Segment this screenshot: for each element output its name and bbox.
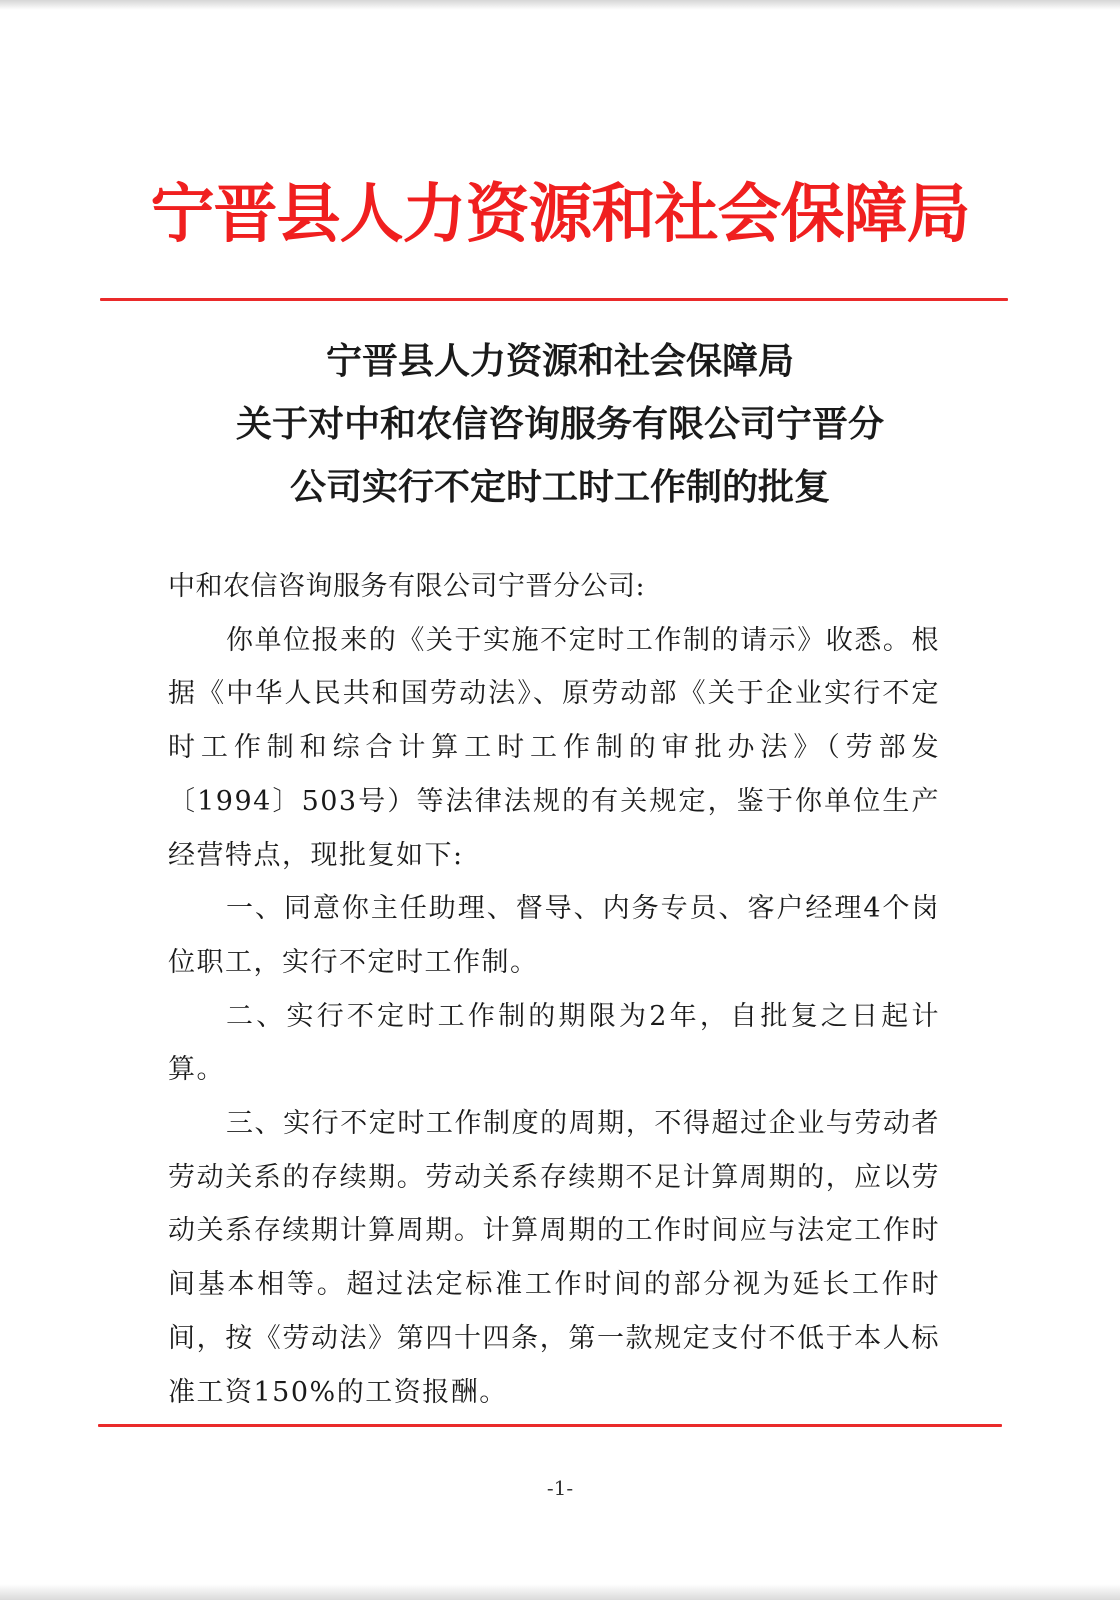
body-paragraph-item-3: 三、实行不定时工作制度的周期，不得超过企业与劳动者劳动关系的存续期。劳动关系存续期不足计算周期的，应以劳动关系存续期计算周期。计算周期的工作时间应与法定工作时间基本相等。超过法定标准工作时间的部分视为延长工作时间，按《劳动法》第四十四条，第一款规定支付不低于本人标准工资150%的工资报酬。 — [168, 1108, 940, 1408]
title-line-3: 公司实行不定时工时工作制的批复 — [289, 466, 830, 508]
scan-edge-bottom — [0, 1584, 1120, 1600]
body-paragraph-intro: 你单位报来的《关于实施不定时工作制的请示》收悉。根据《中华人民共和国劳动法》、原劳动部《关于企业实行不定时工作制和综合计算工时工作制的审批办法》（劳部发〔1994〕503号）等法律法规的有关规定，鉴于你单位生产经营特点，现批复如下: — [168, 624, 940, 871]
salutation: 中和农信咨询服务有限公司宁晋分公司: — [168, 571, 646, 602]
document-title — [140, 330, 980, 519]
title-line-2: 关于对中和农信咨询服务有限公司宁晋分 — [235, 403, 884, 445]
letterhead-org-name: 宁晋县人力资源和社会保障局 — [150, 177, 970, 252]
letterhead-red-rule — [100, 298, 1008, 301]
scan-edge-top — [0, 0, 1120, 10]
body-paragraph-item-2: 二、实行不定时工作制的期限为2年，自批复之日起计算。 — [168, 1000, 940, 1086]
title-line-1: 宁晋县人力资源和社会保障局 — [325, 340, 794, 382]
document-body — [168, 560, 940, 1419]
footer-red-rule — [98, 1424, 1002, 1427]
body-paragraph-item-1: 一、同意你主任助理、督导、内务专员、客户经理4个岗位职工，实行不定时工作制。 — [168, 893, 940, 978]
page-number: -1- — [546, 1476, 574, 1500]
